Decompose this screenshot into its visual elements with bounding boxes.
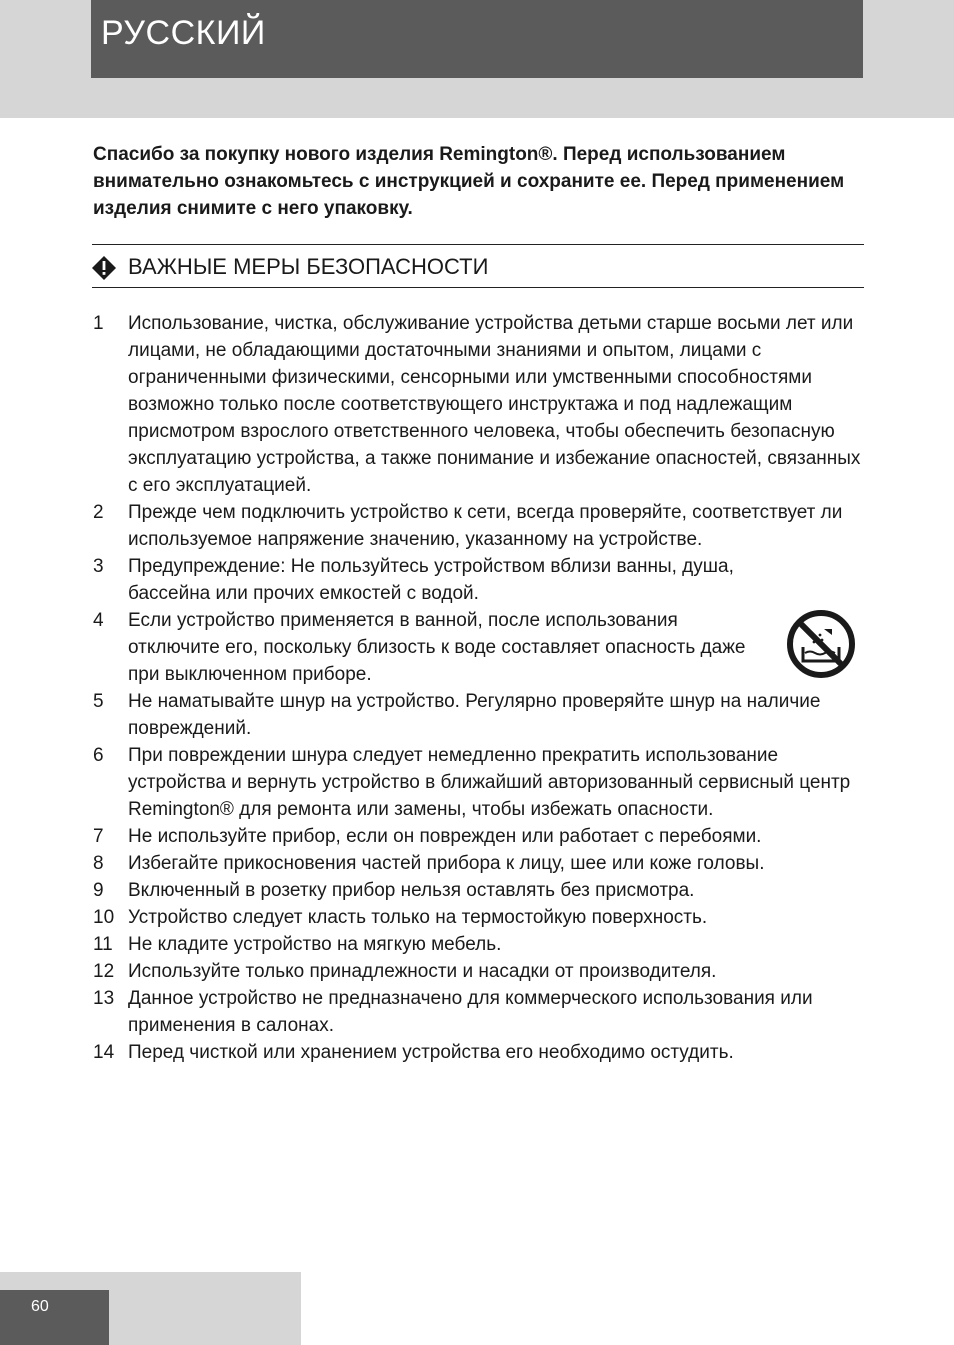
item-number: 4 (93, 610, 104, 631)
item-text: Не кладите устройство на мягкую мебель. (128, 934, 502, 955)
item-text: Если устройство применяется в ванной, после использования отключите его, поскольку близость к воде составляет опасность даже при выключенном приборе. (128, 610, 746, 685)
item-text: Перед чисткой или хранением устройства его необходимо остудить. (128, 1042, 734, 1063)
item-text-continued: возможно только после соответствующего инструктажа и под надлежащим присмотром взрослого ответственного человека, чтобы обеспечить безопасную эксплуатацию устройства, а также понимание и избежание опасностей, связанных с его эксплуатацией. (128, 394, 861, 496)
item-number: 7 (93, 826, 104, 847)
item-text: Данное устройство не предназначено для коммерческого использования или применения в салонах. (128, 988, 813, 1036)
warning-diamond-icon (92, 256, 116, 280)
list-item (93, 742, 863, 823)
item-text: Не наматывайте шнур на устройство. Регулярно проверяйте шнур на наличие повреждений. (128, 691, 821, 739)
item-number: 14 (93, 1042, 115, 1063)
item-text: Избегайте прикосновения частей прибора к лицу, шее или коже головы. (128, 853, 765, 874)
item-text: Включенный в розетку прибор нельзя оставлять без присмотра. (128, 880, 695, 901)
item-text: Используйте только принадлежности и насадки от производителя. (128, 961, 717, 982)
section-header (92, 244, 864, 288)
item-number: 13 (93, 988, 115, 1009)
item-number: 5 (93, 691, 104, 712)
list-item (93, 553, 863, 607)
no-use-near-water-icon (786, 609, 856, 679)
list-item (93, 985, 863, 1039)
item-text: Использование, чистка, обслуживание устройства детьми старше восьми лет или лицами, не обладающими достаточными знаниями и опытом, лицами с ограниченными физическими, сенсорными или умственными способностями (128, 313, 854, 388)
item-number: 11 (93, 934, 113, 955)
list-item (93, 877, 863, 904)
list-item (93, 904, 863, 931)
section-title: ВАЖНЫЕ МЕРЫ БЕЗОПАСНОСТИ (128, 254, 489, 279)
title-bar (91, 0, 863, 78)
list-item (93, 607, 863, 688)
item-number: 12 (93, 961, 115, 982)
page-number: 60 (31, 1298, 49, 1315)
item-number: 9 (93, 880, 104, 901)
item-text: Не используйте прибор, если он поврежден или работает с перебоями. (128, 826, 762, 847)
item-text: Прежде чем подключить устройство к сети, всегда проверяйте, соответствует ли используемое напряжение значению, указанному на устройстве. (128, 502, 843, 550)
list-item (93, 1039, 863, 1066)
item-text: Устройство следует класть только на термостойкую поверхность. (128, 907, 708, 928)
item-number: 3 (93, 556, 104, 577)
item-text: При повреждении шнура следует немедленно прекратить использование устройства и вернуть устройство в ближайший авторизованный сервисный центр Remington® для ремонта или замены, чтобы избежать опасности. (128, 745, 851, 820)
page-title: РУССКИЙ (101, 14, 266, 52)
item-number: 2 (93, 502, 104, 523)
list-item (93, 310, 863, 499)
list-item (93, 688, 863, 742)
item-number: 1 (93, 313, 104, 334)
item-number: 6 (93, 745, 104, 766)
list-item (93, 931, 863, 958)
item-text: Предупреждение: Не пользуйтесь устройством вблизи ванны, душа, бассейна или прочих емкостей с водой. (128, 556, 734, 604)
page-number-box (0, 1290, 109, 1345)
list-item (93, 850, 863, 877)
intro-paragraph: Спасибо за покупку нового изделия Remington®. Перед использованием внимательно ознакомьтесь с инструкцией и сохраните ее. Перед применением изделия снимите с него упаковку. (93, 144, 845, 219)
safety-list (93, 310, 863, 1066)
list-item (93, 499, 863, 553)
list-item (93, 958, 863, 985)
item-number: 10 (93, 907, 115, 928)
item-number: 8 (93, 853, 104, 874)
list-item (93, 823, 863, 850)
